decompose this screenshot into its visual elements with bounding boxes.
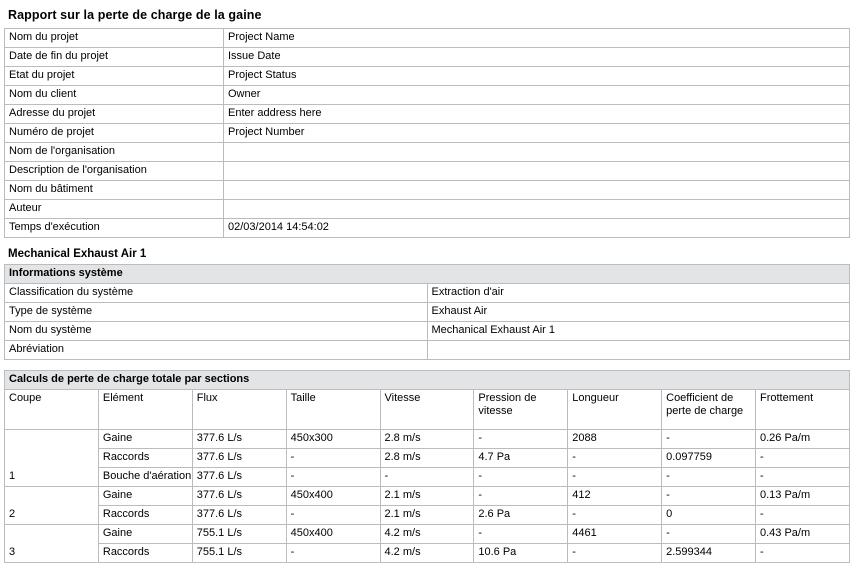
cell-frottement: 0.43 Pa/m [756, 525, 850, 544]
system-heading: Mechanical Exhaust Air 1 [8, 248, 147, 260]
column-header: Longueur [568, 390, 662, 430]
table-row [5, 162, 850, 181]
system-label: Type de système [5, 303, 428, 322]
info-value: Enter address here [224, 105, 850, 124]
column-header: Pression de vitesse [474, 390, 568, 430]
info-value: Project Name [224, 29, 850, 48]
cell-vitesse: 4.2 m/s [380, 544, 474, 563]
column-header: Taille [286, 390, 380, 430]
table-row [5, 544, 850, 563]
info-value: Project Number [224, 124, 850, 143]
cell-element: Gaine [98, 525, 192, 544]
table-row [5, 143, 850, 162]
info-label: Temps d'exécution [5, 219, 224, 238]
column-header: Vitesse [380, 390, 474, 430]
cell-longueur: - [568, 506, 662, 525]
system-label: Nom du système [5, 322, 428, 341]
cell-flux: 377.6 L/s [192, 430, 286, 449]
info-value: Issue Date [224, 48, 850, 67]
table-row [5, 525, 850, 544]
column-header: Coupe [5, 390, 99, 430]
system-label: Classification du système [5, 284, 428, 303]
info-label: Numéro de projet [5, 124, 224, 143]
page-title: Rapport sur la perte de charge de la gaine [8, 8, 262, 22]
cell-pv: 10.6 Pa [474, 544, 568, 563]
cell-coef: - [662, 468, 756, 487]
system-subhead-label: Informations système [5, 265, 850, 284]
cell-taille: 450x400 [286, 487, 380, 506]
cell-frottement: - [756, 449, 850, 468]
cell-vitesse: 2.8 m/s [380, 449, 474, 468]
cell-coef: 2.599344 [662, 544, 756, 563]
table-row [5, 29, 850, 48]
system-info-table [4, 264, 850, 360]
table-row [5, 48, 850, 67]
info-value: Owner [224, 86, 850, 105]
cell-frottement: - [756, 468, 850, 487]
table-row [5, 67, 850, 86]
cell-longueur: 412 [568, 487, 662, 506]
table-row [5, 506, 850, 525]
table-row [5, 219, 850, 238]
table-row [5, 487, 850, 506]
project-info-table [4, 28, 850, 238]
cell-longueur: - [568, 449, 662, 468]
info-label: Date de fin du projet [5, 48, 224, 67]
info-value [224, 181, 850, 200]
system-subhead-row [5, 265, 850, 284]
cell-pv: - [474, 525, 568, 544]
section-spacer [4, 360, 850, 370]
cell-longueur: - [568, 544, 662, 563]
cell-longueur: 2088 [568, 430, 662, 449]
cell-frottement: - [756, 544, 850, 563]
table-row [5, 449, 850, 468]
info-label: Auteur [5, 200, 224, 219]
cell-longueur: 4461 [568, 525, 662, 544]
cell-taille: - [286, 544, 380, 563]
info-value: 02/03/2014 14:54:02 [224, 219, 850, 238]
calc-header-row [5, 390, 850, 430]
info-label: Nom de l'organisation [5, 143, 224, 162]
system-value: Mechanical Exhaust Air 1 [427, 322, 850, 341]
cell-vitesse: 2.8 m/s [380, 430, 474, 449]
cell-pv: 4.7 Pa [474, 449, 568, 468]
cell-taille: 450x400 [286, 525, 380, 544]
table-row [5, 341, 850, 360]
cell-coef: - [662, 525, 756, 544]
cell-flux: 755.1 L/s [192, 544, 286, 563]
project-info-body [5, 29, 850, 238]
info-label: Nom du projet [5, 29, 224, 48]
system-label: Abréviation [5, 341, 428, 360]
table-row [5, 284, 850, 303]
cell-pv: - [474, 468, 568, 487]
table-row [5, 86, 850, 105]
cell-flux: 377.6 L/s [192, 468, 286, 487]
cell-coef: 0.097759 [662, 449, 756, 468]
cell-frottement: 0.26 Pa/m [756, 430, 850, 449]
cell-pv: - [474, 487, 568, 506]
cell-frottement: 0.13 Pa/m [756, 487, 850, 506]
info-label: Description de l'organisation [5, 162, 224, 181]
cell-element: Raccords [98, 506, 192, 525]
cell-taille: - [286, 468, 380, 487]
cell-element: Bouche d'aération [98, 468, 192, 487]
table-row [5, 181, 850, 200]
cell-frottement: - [756, 506, 850, 525]
cell-vitesse: 2.1 m/s [380, 487, 474, 506]
table-row [5, 200, 850, 219]
system-value: Extraction d'air [427, 284, 850, 303]
info-label: Nom du bâtiment [5, 181, 224, 200]
info-label: Nom du client [5, 86, 224, 105]
cell-longueur: - [568, 468, 662, 487]
cell-flux: 377.6 L/s [192, 487, 286, 506]
system-info-body [5, 265, 850, 360]
info-label: Adresse du projet [5, 105, 224, 124]
table-row [5, 124, 850, 143]
table-row [5, 430, 850, 449]
info-value [224, 143, 850, 162]
coupe-cell: 1 [5, 430, 99, 487]
info-value: Project Status [224, 67, 850, 86]
cell-element: Raccords [98, 449, 192, 468]
column-header: Elément [98, 390, 192, 430]
cell-coef: 0 [662, 506, 756, 525]
column-header: Flux [192, 390, 286, 430]
table-row [5, 303, 850, 322]
cell-element: Gaine [98, 487, 192, 506]
calc-title-row [5, 371, 850, 390]
cell-flux: 377.6 L/s [192, 449, 286, 468]
info-label: Etat du projet [5, 67, 224, 86]
cell-pv: 2.6 Pa [474, 506, 568, 525]
cell-flux: 755.1 L/s [192, 525, 286, 544]
system-value: Exhaust Air [427, 303, 850, 322]
cell-taille: 450x300 [286, 430, 380, 449]
table-row [5, 468, 850, 487]
cell-vitesse: - [380, 468, 474, 487]
cell-element: Raccords [98, 544, 192, 563]
cell-vitesse: 4.2 m/s [380, 525, 474, 544]
pressure-loss-body [5, 371, 850, 563]
cell-coef: - [662, 430, 756, 449]
coupe-cell: 2 [5, 487, 99, 525]
calc-title-label: Calculs de perte de charge totale par sections [5, 371, 850, 390]
cell-coef: - [662, 487, 756, 506]
column-header: Frottement [756, 390, 850, 430]
system-value [427, 341, 850, 360]
info-value [224, 200, 850, 219]
table-row [5, 322, 850, 341]
cell-vitesse: 2.1 m/s [380, 506, 474, 525]
table-row [5, 105, 850, 124]
cell-element: Gaine [98, 430, 192, 449]
column-header: Coefficient de perte de charge [662, 390, 756, 430]
pressure-loss-table [4, 370, 850, 563]
cell-pv: - [474, 430, 568, 449]
info-value [224, 162, 850, 181]
cell-taille: - [286, 506, 380, 525]
coupe-cell: 3 [5, 525, 99, 563]
cell-flux: 377.6 L/s [192, 506, 286, 525]
cell-taille: - [286, 449, 380, 468]
